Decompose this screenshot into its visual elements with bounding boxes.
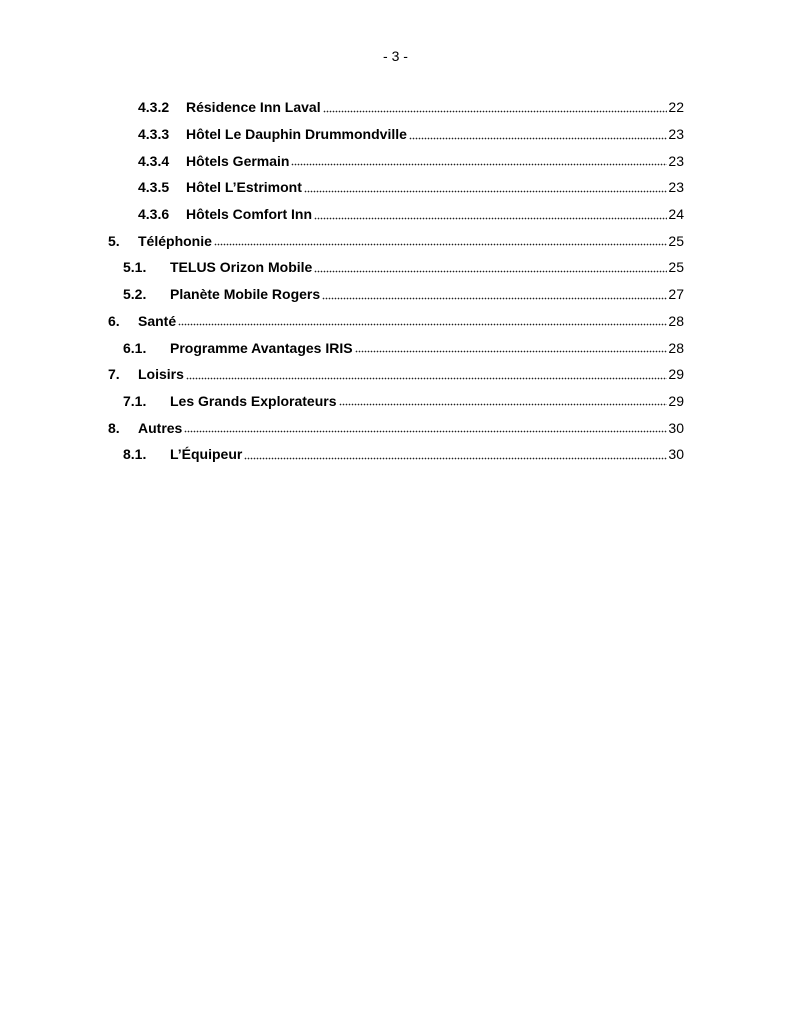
toc-entry-number: 7.1. [123,392,147,409]
toc-entry-page: 25 [668,232,684,249]
toc-entry[interactable] [108,361,684,388]
toc-entry-number: 4.3.3 [138,126,170,143]
toc-entry[interactable] [108,414,684,441]
toc-entry-title: Téléphonie [138,232,212,249]
toc-entry[interactable] [108,121,684,148]
dot-leader [186,377,668,380]
toc-entry-title: Hôtel L’Estrimont [186,179,302,196]
dot-leader [178,323,667,326]
toc-entry-title: Planète Mobile Rogers [170,286,321,303]
toc-entry-number: 5. [108,232,120,249]
toc-entry-page: 27 [668,286,684,303]
toc-entry[interactable] [108,227,684,254]
toc-entry-page: 30 [668,446,684,463]
toc-entry-title: Hôtels Germain [186,152,290,169]
dot-leader [291,163,667,166]
toc-entry-number: 4.3.5 [138,179,170,196]
dot-leader [339,403,668,406]
toc-entry-title: Résidence Inn Laval [186,99,321,116]
toc-entry-page: 23 [668,179,684,196]
toc-entry[interactable] [108,201,684,228]
toc-entry-title: Loisirs [138,366,184,383]
toc-entry-number: 4.3.6 [138,206,170,223]
dot-leader [314,270,667,273]
toc-entry[interactable] [108,334,684,361]
dot-leader [304,190,668,193]
toc-entry-title: TELUS Orizon Mobile [170,259,313,276]
dot-leader [184,430,667,433]
toc-entry-title: Hôtel Le Dauphin Drummondville [186,126,407,143]
toc-entry-title: Les Grands Explorateurs [170,392,337,409]
toc-entry-number: 4.3.4 [138,152,170,169]
toc-entry[interactable] [108,388,684,415]
dot-leader [322,297,667,300]
toc-entry-page: 24 [668,206,684,223]
toc-entry-page: 25 [668,259,684,276]
toc-entry-title: Santé [138,312,177,329]
toc-entry-number: 6.1. [123,339,147,356]
toc-entry-number: 5.1. [123,259,147,276]
dot-leader [409,137,668,140]
toc-entry-page: 22 [668,99,684,116]
toc-entry-page: 29 [668,392,684,409]
dot-leader [244,457,667,460]
toc-entry-number: 4.3.2 [138,99,170,116]
toc-entry[interactable] [108,254,684,281]
toc-entry-number: 8.1. [123,446,147,463]
dot-leader [355,350,668,353]
toc-entry-title: Programme Avantages IRIS [170,339,353,356]
toc-entry-title: L’Équipeur [170,446,243,463]
dot-leader [214,243,668,246]
toc-entry-page: 23 [668,152,684,169]
toc-entry[interactable] [108,174,684,201]
toc-entry[interactable] [108,308,684,335]
page-number: - 3 - [383,48,408,64]
toc-entry-number: 7. [108,366,120,383]
toc-entry[interactable] [108,147,684,174]
toc-entry[interactable] [108,281,684,308]
dot-leader [314,217,667,220]
toc-entry-number: 6. [108,312,120,329]
toc-entry-title: Hôtels Comfort Inn [186,206,312,223]
toc-entry-page: 29 [668,366,684,383]
toc-entry-title: Autres [138,419,183,436]
table-of-contents [108,94,684,468]
toc-entry-page: 28 [668,339,684,356]
toc-entry-page: 30 [668,419,684,436]
toc-entry[interactable] [108,441,684,468]
toc-entry-page: 23 [668,126,684,143]
toc-entry-number: 5.2. [123,286,147,303]
dot-leader [323,110,668,113]
toc-entry-page: 28 [668,312,684,329]
toc-entry[interactable] [108,94,684,121]
toc-entry-number: 8. [108,419,120,436]
